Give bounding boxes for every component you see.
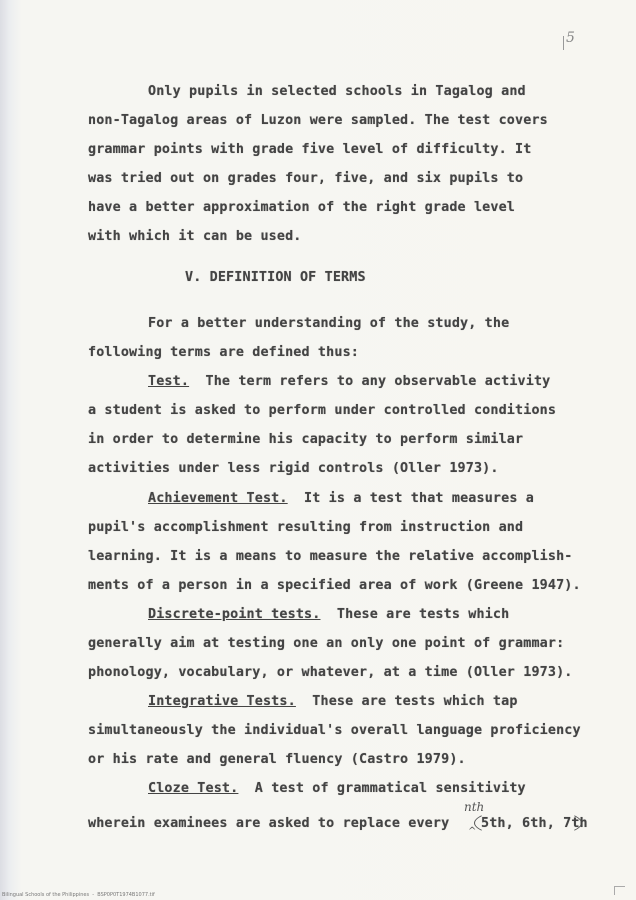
handwritten-nth: nth <box>464 800 485 814</box>
body-line: in order to determine his capacity to perform similar <box>88 432 524 447</box>
body-line: or his rate and general fluency (Castro 1979). <box>88 752 466 767</box>
corner-mark <box>614 886 625 895</box>
term-test: Test. <box>148 374 190 389</box>
body-line: For a better understanding of the study, the <box>148 316 510 331</box>
body-line: Only pupils in selected schools in Tagalog and <box>148 84 526 99</box>
handwritten-caret: ^ <box>468 826 477 837</box>
body-line: wherein examinees are asked to replace every <box>88 816 450 831</box>
body-line: have a better approximation of the right grade level <box>88 200 516 215</box>
body-line: learning. It is a means to measure the relative accomplish- <box>88 549 573 564</box>
definition-line: Discrete-point tests. These are tests which <box>148 607 510 622</box>
definition-line: Cloze Test. A test of grammatical sensitivity <box>148 781 526 796</box>
page-number: 5 <box>566 30 575 46</box>
page-number-mark <box>563 36 564 50</box>
body-line: activities under less rigid controls (Oller 1973). <box>88 461 499 476</box>
body-line: with which it can be used. <box>88 229 302 244</box>
body-line: ments of a person in a specified area of work (Greene 1947). <box>88 578 581 593</box>
term-integrative-tests: Integrative Tests. <box>148 694 296 709</box>
body-line: following terms are defined thus: <box>88 345 359 360</box>
body-line: grammar points with grade five level of difficulty. It <box>88 142 532 157</box>
definition-line: Test. The term refers to any observable activity <box>148 374 551 389</box>
definition-line: Achievement Test. It is a test that measures a <box>148 491 534 506</box>
body-line: simultaneously the individual's overall language proficiency <box>88 723 581 738</box>
body-line: phonology, vocabulary, or whatever, at a time (Oller 1973). <box>88 665 573 680</box>
body-line: non-Tagalog areas of Luzon were sampled. The test covers <box>88 113 548 128</box>
scan-footer: Bilingual Schools of the Philippines - BSP0P0T1974B1077.tif <box>2 892 155 898</box>
definition-line: Integrative Tests. These are tests which tap <box>148 694 518 709</box>
body-line: a student is asked to perform under controlled conditions <box>88 403 557 418</box>
body-line: pupil's accomplishment resulting from instruction and <box>88 520 524 535</box>
term-achievement-test: Achievement Test. <box>148 491 288 506</box>
ordinal-list: 5th, 6th, 7th <box>481 816 588 831</box>
body-line: generally aim at testing one an only one point of grammar: <box>88 636 565 651</box>
body-line: was tried out on grades four, five, and six pupils to <box>88 171 524 186</box>
term-discrete-point-tests: Discrete-point tests. <box>148 607 321 622</box>
term-cloze-test: Cloze Test. <box>148 781 239 796</box>
section-heading: V. DEFINITION OF TERMS <box>185 270 366 285</box>
